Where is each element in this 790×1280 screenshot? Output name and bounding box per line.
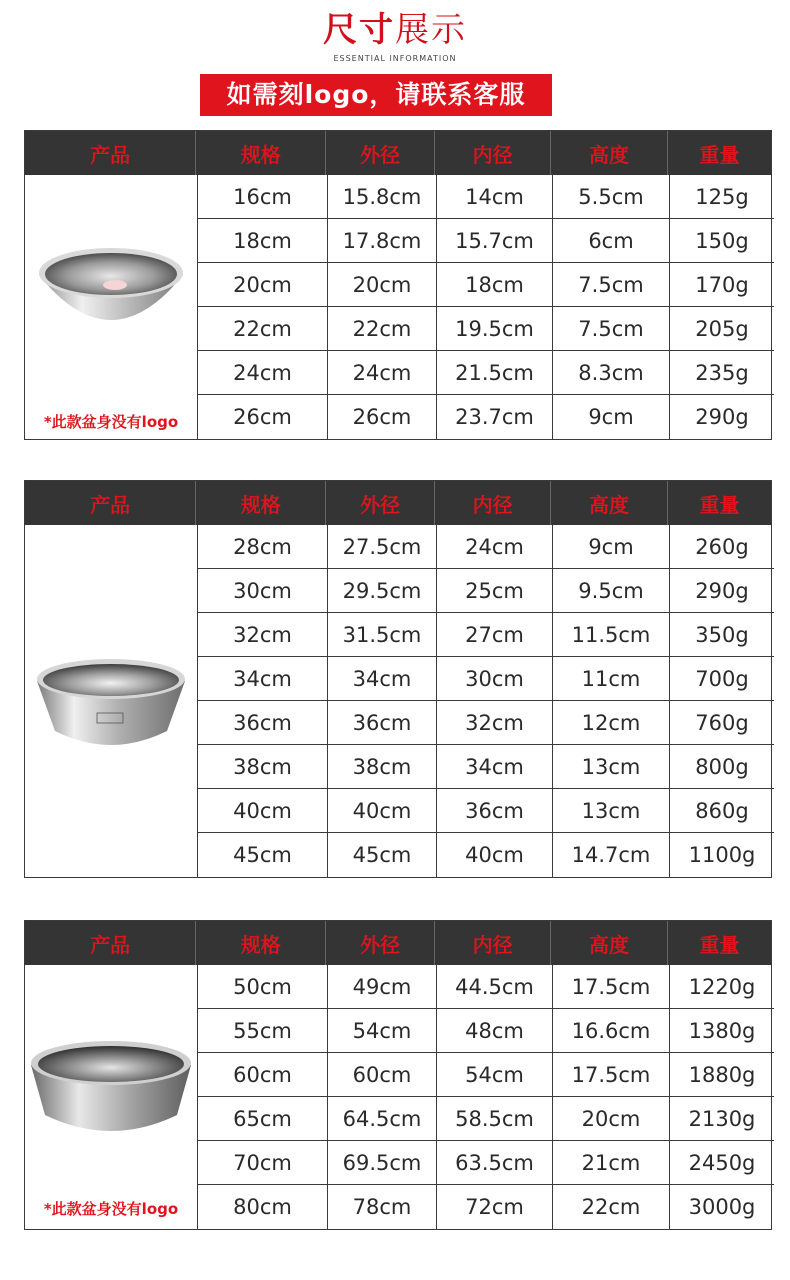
outer-diameter-cell: 29.5cm bbox=[328, 569, 437, 612]
bowl-image bbox=[33, 655, 189, 755]
col-outer-diameter: 外径 bbox=[326, 921, 435, 965]
inner-diameter-cell: 72cm bbox=[437, 1185, 553, 1229]
weight-cell: 290g bbox=[695, 405, 749, 429]
table-row bbox=[198, 1185, 774, 1229]
product-cell bbox=[25, 965, 198, 1229]
inner-diameter-cell: 44.5cm bbox=[437, 965, 553, 1008]
height-cell: 9cm bbox=[553, 525, 670, 568]
inner-diameter-cell: 48cm bbox=[437, 1009, 553, 1052]
col-spec: 规格 bbox=[196, 131, 326, 175]
col-weight: 重量 bbox=[699, 932, 740, 957]
product-cell bbox=[25, 175, 198, 439]
height-cell: 11.5cm bbox=[553, 613, 670, 656]
inner-diameter-cell: 63.5cm bbox=[437, 1141, 553, 1184]
table-rows bbox=[198, 525, 774, 877]
outer-diameter-cell: 26cm bbox=[328, 395, 437, 439]
weight-cell: 1380g bbox=[688, 1018, 756, 1043]
no-logo-note: *此款盆身没有logo bbox=[43, 1200, 179, 1218]
size-table-2 bbox=[24, 480, 772, 878]
inner-diameter-cell: 18cm bbox=[437, 263, 553, 306]
outer-diameter-cell: 15.8cm bbox=[328, 175, 437, 218]
col-product: 产品 bbox=[25, 921, 196, 965]
weight-cell: 2130g bbox=[688, 1106, 756, 1131]
inner-diameter-cell: 23.7cm bbox=[437, 395, 553, 439]
title-light: 展示 bbox=[395, 10, 467, 50]
col-product: 产品 bbox=[25, 131, 196, 175]
height-cell: 12cm bbox=[553, 701, 670, 744]
col-height: 高度 bbox=[551, 481, 668, 525]
spec-cell: 40cm bbox=[198, 789, 328, 832]
inner-diameter-cell: 36cm bbox=[437, 789, 553, 832]
table-row bbox=[198, 789, 774, 833]
height-cell: 20cm bbox=[553, 1097, 670, 1140]
col-height: 高度 bbox=[551, 921, 668, 965]
table-row bbox=[198, 351, 774, 395]
weight-cell: 700g bbox=[695, 666, 749, 691]
table-row bbox=[198, 833, 774, 877]
outer-diameter-cell: 17.8cm bbox=[328, 219, 437, 262]
size-table-1 bbox=[24, 130, 772, 440]
weight-cell: 150g bbox=[695, 228, 749, 253]
weight-cell: 1220g bbox=[688, 974, 756, 999]
height-cell: 21cm bbox=[553, 1141, 670, 1184]
col-inner-diameter: 内径 bbox=[435, 481, 551, 525]
logo-engraving-banner: 如需刻logo，请联系客服 bbox=[200, 74, 552, 116]
table-row bbox=[198, 1009, 774, 1053]
height-cell: 13cm bbox=[553, 789, 670, 832]
inner-diameter-cell: 40cm bbox=[437, 833, 553, 877]
col-spec: 规格 bbox=[196, 921, 326, 965]
weight-cell: 2450g bbox=[688, 1150, 756, 1175]
height-cell: 13cm bbox=[553, 745, 670, 788]
height-cell: 9.5cm bbox=[553, 569, 670, 612]
weight-cell: 260g bbox=[695, 534, 749, 559]
table-header bbox=[25, 131, 771, 175]
height-cell: 6cm bbox=[553, 219, 670, 262]
spec-cell: 45cm bbox=[198, 833, 328, 877]
outer-diameter-cell: 31.5cm bbox=[328, 613, 437, 656]
product-cell bbox=[25, 525, 198, 877]
weight-cell: 170g bbox=[695, 272, 749, 297]
table-row bbox=[198, 219, 774, 263]
table-row bbox=[198, 1141, 774, 1185]
spec-cell: 28cm bbox=[198, 525, 328, 568]
height-cell: 7.5cm bbox=[553, 307, 670, 350]
outer-diameter-cell: 22cm bbox=[328, 307, 437, 350]
inner-diameter-cell: 24cm bbox=[437, 525, 553, 568]
spec-cell: 55cm bbox=[198, 1009, 328, 1052]
weight-cell: 290g bbox=[695, 578, 749, 603]
height-cell: 17.5cm bbox=[553, 1053, 670, 1096]
bowl-image bbox=[27, 1035, 195, 1145]
col-weight: 重量 bbox=[699, 142, 740, 167]
weight-cell: 205g bbox=[695, 316, 749, 341]
outer-diameter-cell: 49cm bbox=[328, 965, 437, 1008]
weight-cell: 1100g bbox=[688, 843, 756, 867]
table-header bbox=[25, 481, 771, 525]
spec-cell: 26cm bbox=[198, 395, 328, 439]
outer-diameter-cell: 40cm bbox=[328, 789, 437, 832]
inner-diameter-cell: 21.5cm bbox=[437, 351, 553, 394]
spec-cell: 70cm bbox=[198, 1141, 328, 1184]
title-bold: 尺寸 bbox=[323, 10, 395, 50]
col-product: 产品 bbox=[25, 481, 196, 525]
spec-cell: 38cm bbox=[198, 745, 328, 788]
col-height: 高度 bbox=[551, 131, 668, 175]
page-title bbox=[0, 8, 790, 52]
table-row bbox=[198, 175, 774, 219]
inner-diameter-cell: 27cm bbox=[437, 613, 553, 656]
inner-diameter-cell: 25cm bbox=[437, 569, 553, 612]
spec-cell: 36cm bbox=[198, 701, 328, 744]
height-cell: 22cm bbox=[553, 1185, 670, 1229]
weight-cell: 235g bbox=[695, 360, 749, 385]
col-inner-diameter: 内径 bbox=[435, 131, 551, 175]
table-row bbox=[198, 745, 774, 789]
weight-cell: 3000g bbox=[688, 1195, 756, 1219]
inner-diameter-cell: 32cm bbox=[437, 701, 553, 744]
spec-cell: 32cm bbox=[198, 613, 328, 656]
spec-cell: 30cm bbox=[198, 569, 328, 612]
table-row bbox=[198, 1053, 774, 1097]
table-row bbox=[198, 613, 774, 657]
weight-cell: 760g bbox=[695, 710, 749, 735]
inner-diameter-cell: 19.5cm bbox=[437, 307, 553, 350]
inner-diameter-cell: 58.5cm bbox=[437, 1097, 553, 1140]
col-outer-diameter: 外径 bbox=[326, 131, 435, 175]
inner-diameter-cell: 14cm bbox=[437, 175, 553, 218]
outer-diameter-cell: 34cm bbox=[328, 657, 437, 700]
table-row bbox=[198, 701, 774, 745]
outer-diameter-cell: 60cm bbox=[328, 1053, 437, 1096]
table-row bbox=[198, 263, 774, 307]
table-row bbox=[198, 965, 774, 1009]
height-cell: 14.7cm bbox=[553, 833, 670, 877]
outer-diameter-cell: 38cm bbox=[328, 745, 437, 788]
table-rows bbox=[198, 175, 774, 439]
spec-cell: 34cm bbox=[198, 657, 328, 700]
spec-cell: 50cm bbox=[198, 965, 328, 1008]
table-row bbox=[198, 525, 774, 569]
inner-diameter-cell: 54cm bbox=[437, 1053, 553, 1096]
outer-diameter-cell: 78cm bbox=[328, 1185, 437, 1229]
table-row bbox=[198, 657, 774, 701]
weight-cell: 860g bbox=[695, 798, 749, 823]
height-cell: 11cm bbox=[553, 657, 670, 700]
height-cell: 16.6cm bbox=[553, 1009, 670, 1052]
spec-cell: 60cm bbox=[198, 1053, 328, 1096]
col-spec: 规格 bbox=[196, 481, 326, 525]
spec-cell: 22cm bbox=[198, 307, 328, 350]
spec-cell: 80cm bbox=[198, 1185, 328, 1229]
inner-diameter-cell: 30cm bbox=[437, 657, 553, 700]
spec-cell: 18cm bbox=[198, 219, 328, 262]
col-outer-diameter: 外径 bbox=[326, 481, 435, 525]
weight-cell: 1880g bbox=[688, 1062, 756, 1087]
outer-diameter-cell: 36cm bbox=[328, 701, 437, 744]
inner-diameter-cell: 34cm bbox=[437, 745, 553, 788]
inner-diameter-cell: 15.7cm bbox=[437, 219, 553, 262]
bowl-image bbox=[35, 245, 187, 335]
weight-cell: 125g bbox=[695, 184, 749, 209]
table-row bbox=[198, 1097, 774, 1141]
spec-cell: 24cm bbox=[198, 351, 328, 394]
weight-cell: 350g bbox=[695, 622, 749, 647]
outer-diameter-cell: 20cm bbox=[328, 263, 437, 306]
table-row bbox=[198, 307, 774, 351]
spec-cell: 16cm bbox=[198, 175, 328, 218]
outer-diameter-cell: 54cm bbox=[328, 1009, 437, 1052]
height-cell: 8.3cm bbox=[553, 351, 670, 394]
outer-diameter-cell: 69.5cm bbox=[328, 1141, 437, 1184]
table-rows bbox=[198, 965, 774, 1229]
outer-diameter-cell: 27.5cm bbox=[328, 525, 437, 568]
table-header bbox=[25, 921, 771, 965]
weight-cell: 800g bbox=[695, 754, 749, 779]
col-inner-diameter: 内径 bbox=[435, 921, 551, 965]
outer-diameter-cell: 45cm bbox=[328, 833, 437, 877]
height-cell: 9cm bbox=[553, 395, 670, 439]
no-logo-note: *此款盆身没有logo bbox=[43, 413, 179, 431]
spec-cell: 20cm bbox=[198, 263, 328, 306]
size-table-3 bbox=[24, 920, 772, 1230]
table-row bbox=[198, 395, 774, 439]
height-cell: 17.5cm bbox=[553, 965, 670, 1008]
table-row bbox=[198, 569, 774, 613]
col-weight: 重量 bbox=[699, 492, 740, 517]
outer-diameter-cell: 64.5cm bbox=[328, 1097, 437, 1140]
height-cell: 5.5cm bbox=[553, 175, 670, 218]
height-cell: 7.5cm bbox=[553, 263, 670, 306]
spec-cell: 65cm bbox=[198, 1097, 328, 1140]
outer-diameter-cell: 24cm bbox=[328, 351, 437, 394]
page-subtitle: ESSENTIAL INFORMATION bbox=[333, 54, 457, 63]
